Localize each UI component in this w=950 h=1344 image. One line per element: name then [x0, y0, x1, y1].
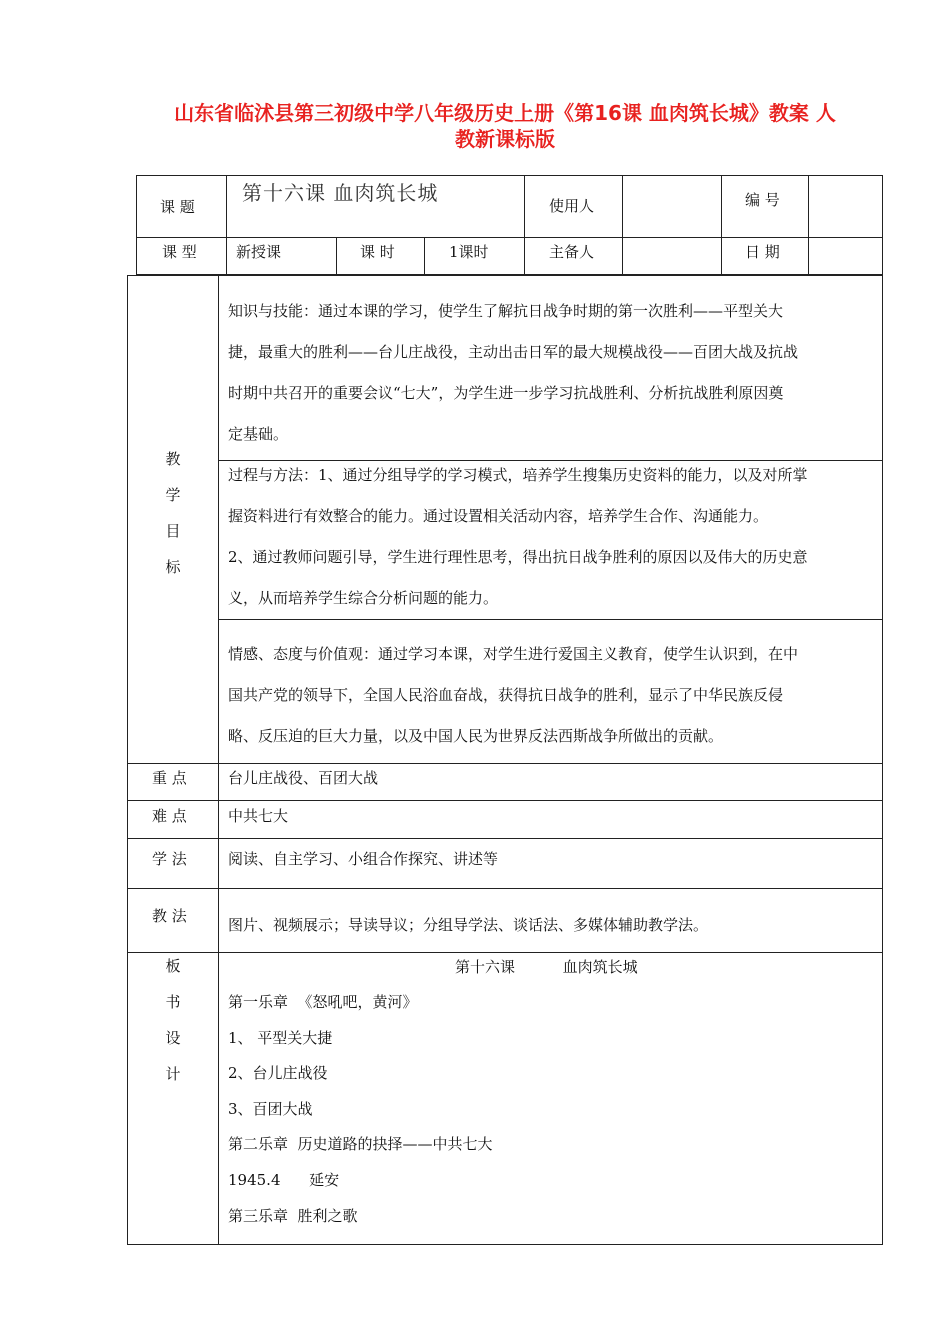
study-method-bottom-border [127, 888, 883, 889]
lesson-title: 第十六课 血肉筑长城 [242, 181, 439, 205]
study-method-value: 阅读、自主学习、小组合作探究、讲述等 [228, 850, 499, 868]
header-col-divider [622, 175, 623, 275]
difficulty-bottom-border [127, 838, 883, 839]
emotion-line: 国共产党的领导下，全国人民浴血奋战，获得抗日战争的胜利，显示了中华民族反侵 [228, 686, 784, 704]
hours-label: 课 时 [360, 243, 395, 261]
objectives-label-char: 教 [165, 450, 181, 468]
preparer-label: 主备人 [549, 243, 595, 261]
emotion-line: 略、反压迫的巨大力量，以及中国人民为世界反法西斯战争所做出的贡献。 [228, 727, 724, 745]
objective-divider [218, 619, 883, 620]
knowledge-line: 时期中共召开的重要会议“七大”，为学生进一步学习抗战胜利、分析抗战胜利原因奠 [228, 384, 784, 402]
key-point-label: 重 点 [152, 769, 187, 787]
document-title-line1: 山东省临沭县第三初级中学八年级历史上册《第16课 血肉筑长城》教案 人 [174, 101, 836, 125]
date-label: 日 期 [745, 243, 780, 261]
objectives-label [163, 441, 183, 585]
emotion-line: 情感、态度与价值观：通过学习本课，对学生进行爱国主义教育，使学生认识到，在中 [228, 645, 799, 663]
board-line: 2、台儿庄战役 [228, 1064, 328, 1082]
header-col-divider [226, 175, 227, 275]
process-objective [228, 455, 808, 619]
board-line: 1945.4 延安 [228, 1171, 340, 1189]
user-label: 使用人 [549, 197, 595, 215]
process-line: 2、通过教师问题引导，学生进行理性思考，得出抗日战争胜利的原因以及伟大的历史意 [228, 548, 808, 566]
objectives-label-char: 目 [165, 522, 181, 540]
objectives-label-char: 标 [165, 558, 181, 576]
process-line: 握资料进行有效整合的能力。通过设置相关活动内容，培养学生合作、沟通能力。 [228, 507, 769, 525]
header-col-divider [524, 175, 525, 275]
type-label: 课 型 [162, 243, 197, 261]
header-col-divider [424, 237, 425, 275]
board-line: 第二乐章 历史道路的抉择——中共七大 [228, 1135, 493, 1153]
board-line: 第三乐章 胜利之歌 [228, 1207, 358, 1225]
key-point-value: 台儿庄战役、百团大战 [228, 769, 379, 787]
board-design-label [163, 948, 183, 1092]
board-label-char: 设 [165, 1029, 181, 1047]
header-col-divider [808, 175, 809, 275]
header-table-row-divider [136, 237, 883, 238]
board-label-char: 书 [165, 993, 181, 1011]
main-label-column-divider [218, 275, 219, 1245]
process-line: 过程与方法：1、通过分组导学的学习模式，培养学生搜集历史资料的能力，以及对所掌 [228, 466, 808, 484]
objectives-bottom-border [127, 763, 883, 764]
objectives-label-char: 学 [165, 486, 181, 504]
header-col-divider [721, 175, 722, 275]
document-title [120, 100, 890, 152]
document-title-line2: 教新课标版 [455, 127, 555, 151]
type-value: 新授课 [236, 243, 282, 261]
knowledge-line: 捷，最重大的胜利——台儿庄战役，主动出击日军的最大规模战役——百团大战及抗战 [228, 343, 799, 361]
topic-label: 课 题 [160, 198, 195, 216]
board-line: 3、百团大战 [228, 1100, 313, 1118]
board-label-char: 板 [165, 957, 181, 975]
difficulty-value: 中共七大 [228, 807, 289, 825]
header-col-divider [336, 237, 337, 275]
process-line: 义，从而培养学生综合分析问题的能力。 [228, 589, 499, 607]
study-method-label: 学 法 [152, 850, 187, 868]
board-line: 1、 平型关大捷 [228, 1029, 333, 1047]
board-line: 第一乐章 《怒吼吧，黄河》 [228, 993, 418, 1011]
knowledge-line: 定基础。 [228, 425, 289, 443]
board-label-char: 计 [165, 1065, 181, 1083]
board-heading: 第十六课 血肉筑长城 [455, 958, 638, 976]
knowledge-objective [228, 291, 798, 455]
emotion-objective [228, 634, 798, 757]
number-label: 编 号 [745, 191, 780, 209]
knowledge-line: 知识与技能：通过本课的学习，使学生了解抗日战争时期的第一次胜利——平型关大 [228, 302, 784, 320]
teach-method-value: 图片、视频展示；导读导议；分组导学法、谈话法、多媒体辅助教学法。 [228, 916, 709, 934]
key-point-bottom-border [127, 800, 883, 801]
difficulty-label: 难 点 [152, 807, 187, 825]
teach-method-bottom-border [127, 952, 883, 953]
teach-method-label: 教 法 [152, 907, 187, 925]
hours-value: 1课时 [449, 243, 489, 261]
